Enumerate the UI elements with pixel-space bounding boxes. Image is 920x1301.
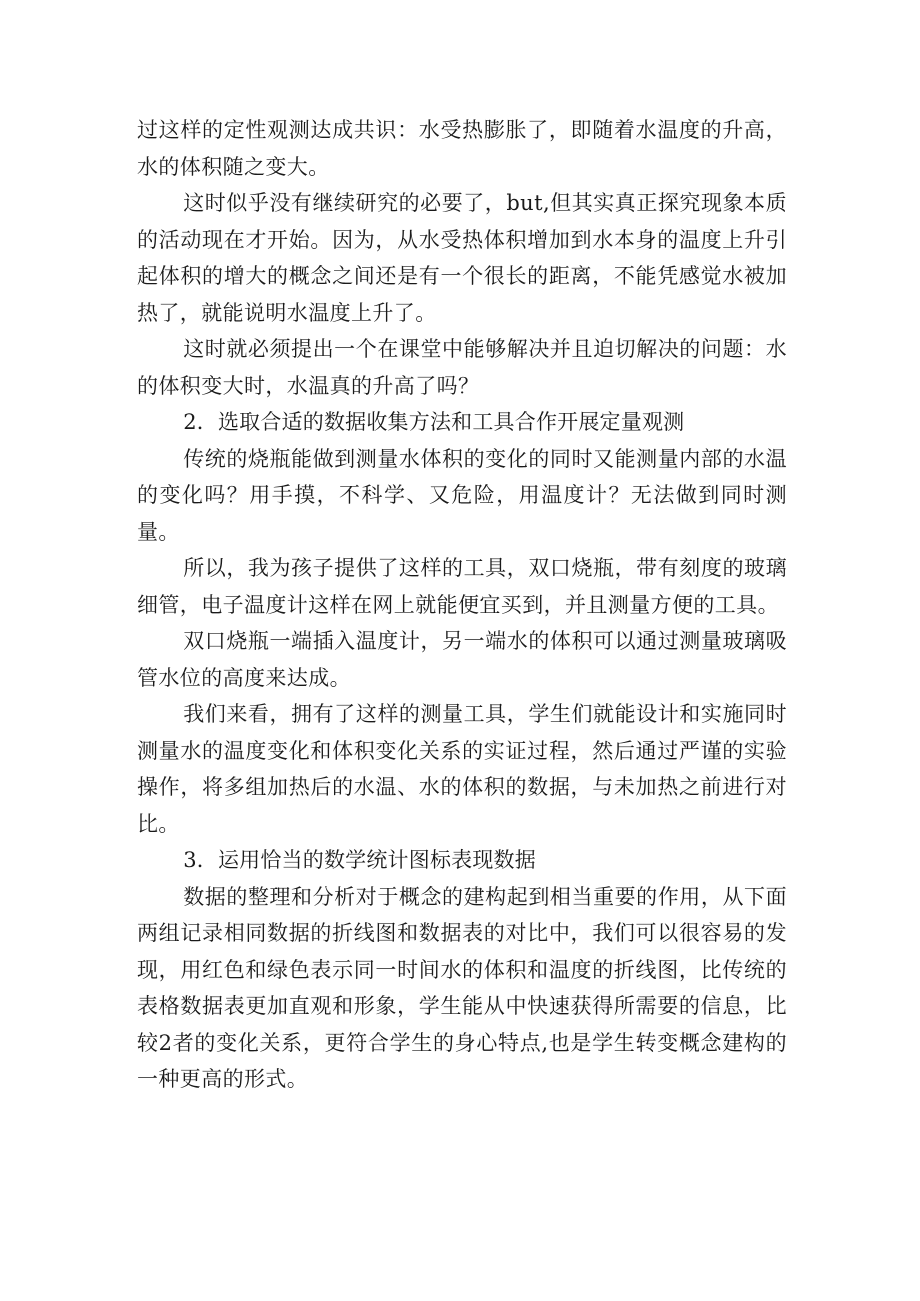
paragraph-2: 这时似乎没有继续研究的必要了，but,但其实真正探究现象本质的活动现在才开始。因为，从水受热体积增加到水本身的温度上升引起体积的增大的概念之间还是有一个很长的距离，不能凭感觉水被加热了，就能说明水温度上升了。 <box>137 191 787 325</box>
paragraph-8: 数据的整理和分析对于概念的建构起到相当重要的作用，从下面两组记录相同数据的折线图和数据表的对比中，我们可以很容易的发现，用红色和绿色表示同一时间水的体积和温度的折线图，比传统的表格数据表更加直观和形象，学生能从中快速获得所需要的信息，比较2者的变化关系，更符合学生的身心特点,也是学生转变概念建构的一种更高的形式。 <box>137 884 787 1091</box>
paragraph-6: 双口烧瓶一端插入温度计，另一端水的体积可以通过测量玻璃吸管水位的高度来达成。 <box>137 629 787 690</box>
section-heading-2: 2．选取合适的数据收集方法和工具合作开展定量观测 <box>183 410 685 434</box>
paragraph-4: 传统的烧瓶能做到测量水体积的变化的同时又能测量内部的水温的变化吗？用手摸，不科学、又危险，用温度计？无法做到同时测量。 <box>137 446 787 544</box>
paragraph-1: 过这样的定性观测达成共识：水受热膨胀了，即随着水温度的升高，水的体积随之变大。 <box>137 118 787 179</box>
paragraph-3: 这时就必须提出一个在课堂中能够解决并且迫切解决的问题：水的体积变大时，水温真的升高了吗？ <box>137 337 787 398</box>
paragraph-5: 所以，我为孩子提供了这样的工具，双口烧瓶，带有刻度的玻璃细管，电子温度计这样在网上就能便宜买到，并且测量方便的工具。 <box>137 556 787 617</box>
paragraph-7: 我们来看，拥有了这样的测量工具，学生们就能设计和实施同时测量水的温度变化和体积变化关系的实证过程，然后通过严谨的实验操作，将多组加热后的水温、水的体积的数据，与未加热之前进行对比。 <box>137 702 787 836</box>
section-heading-3: 3．运用恰当的数学统计图标表现数据 <box>183 848 536 872</box>
document-body <box>137 112 787 1098</box>
